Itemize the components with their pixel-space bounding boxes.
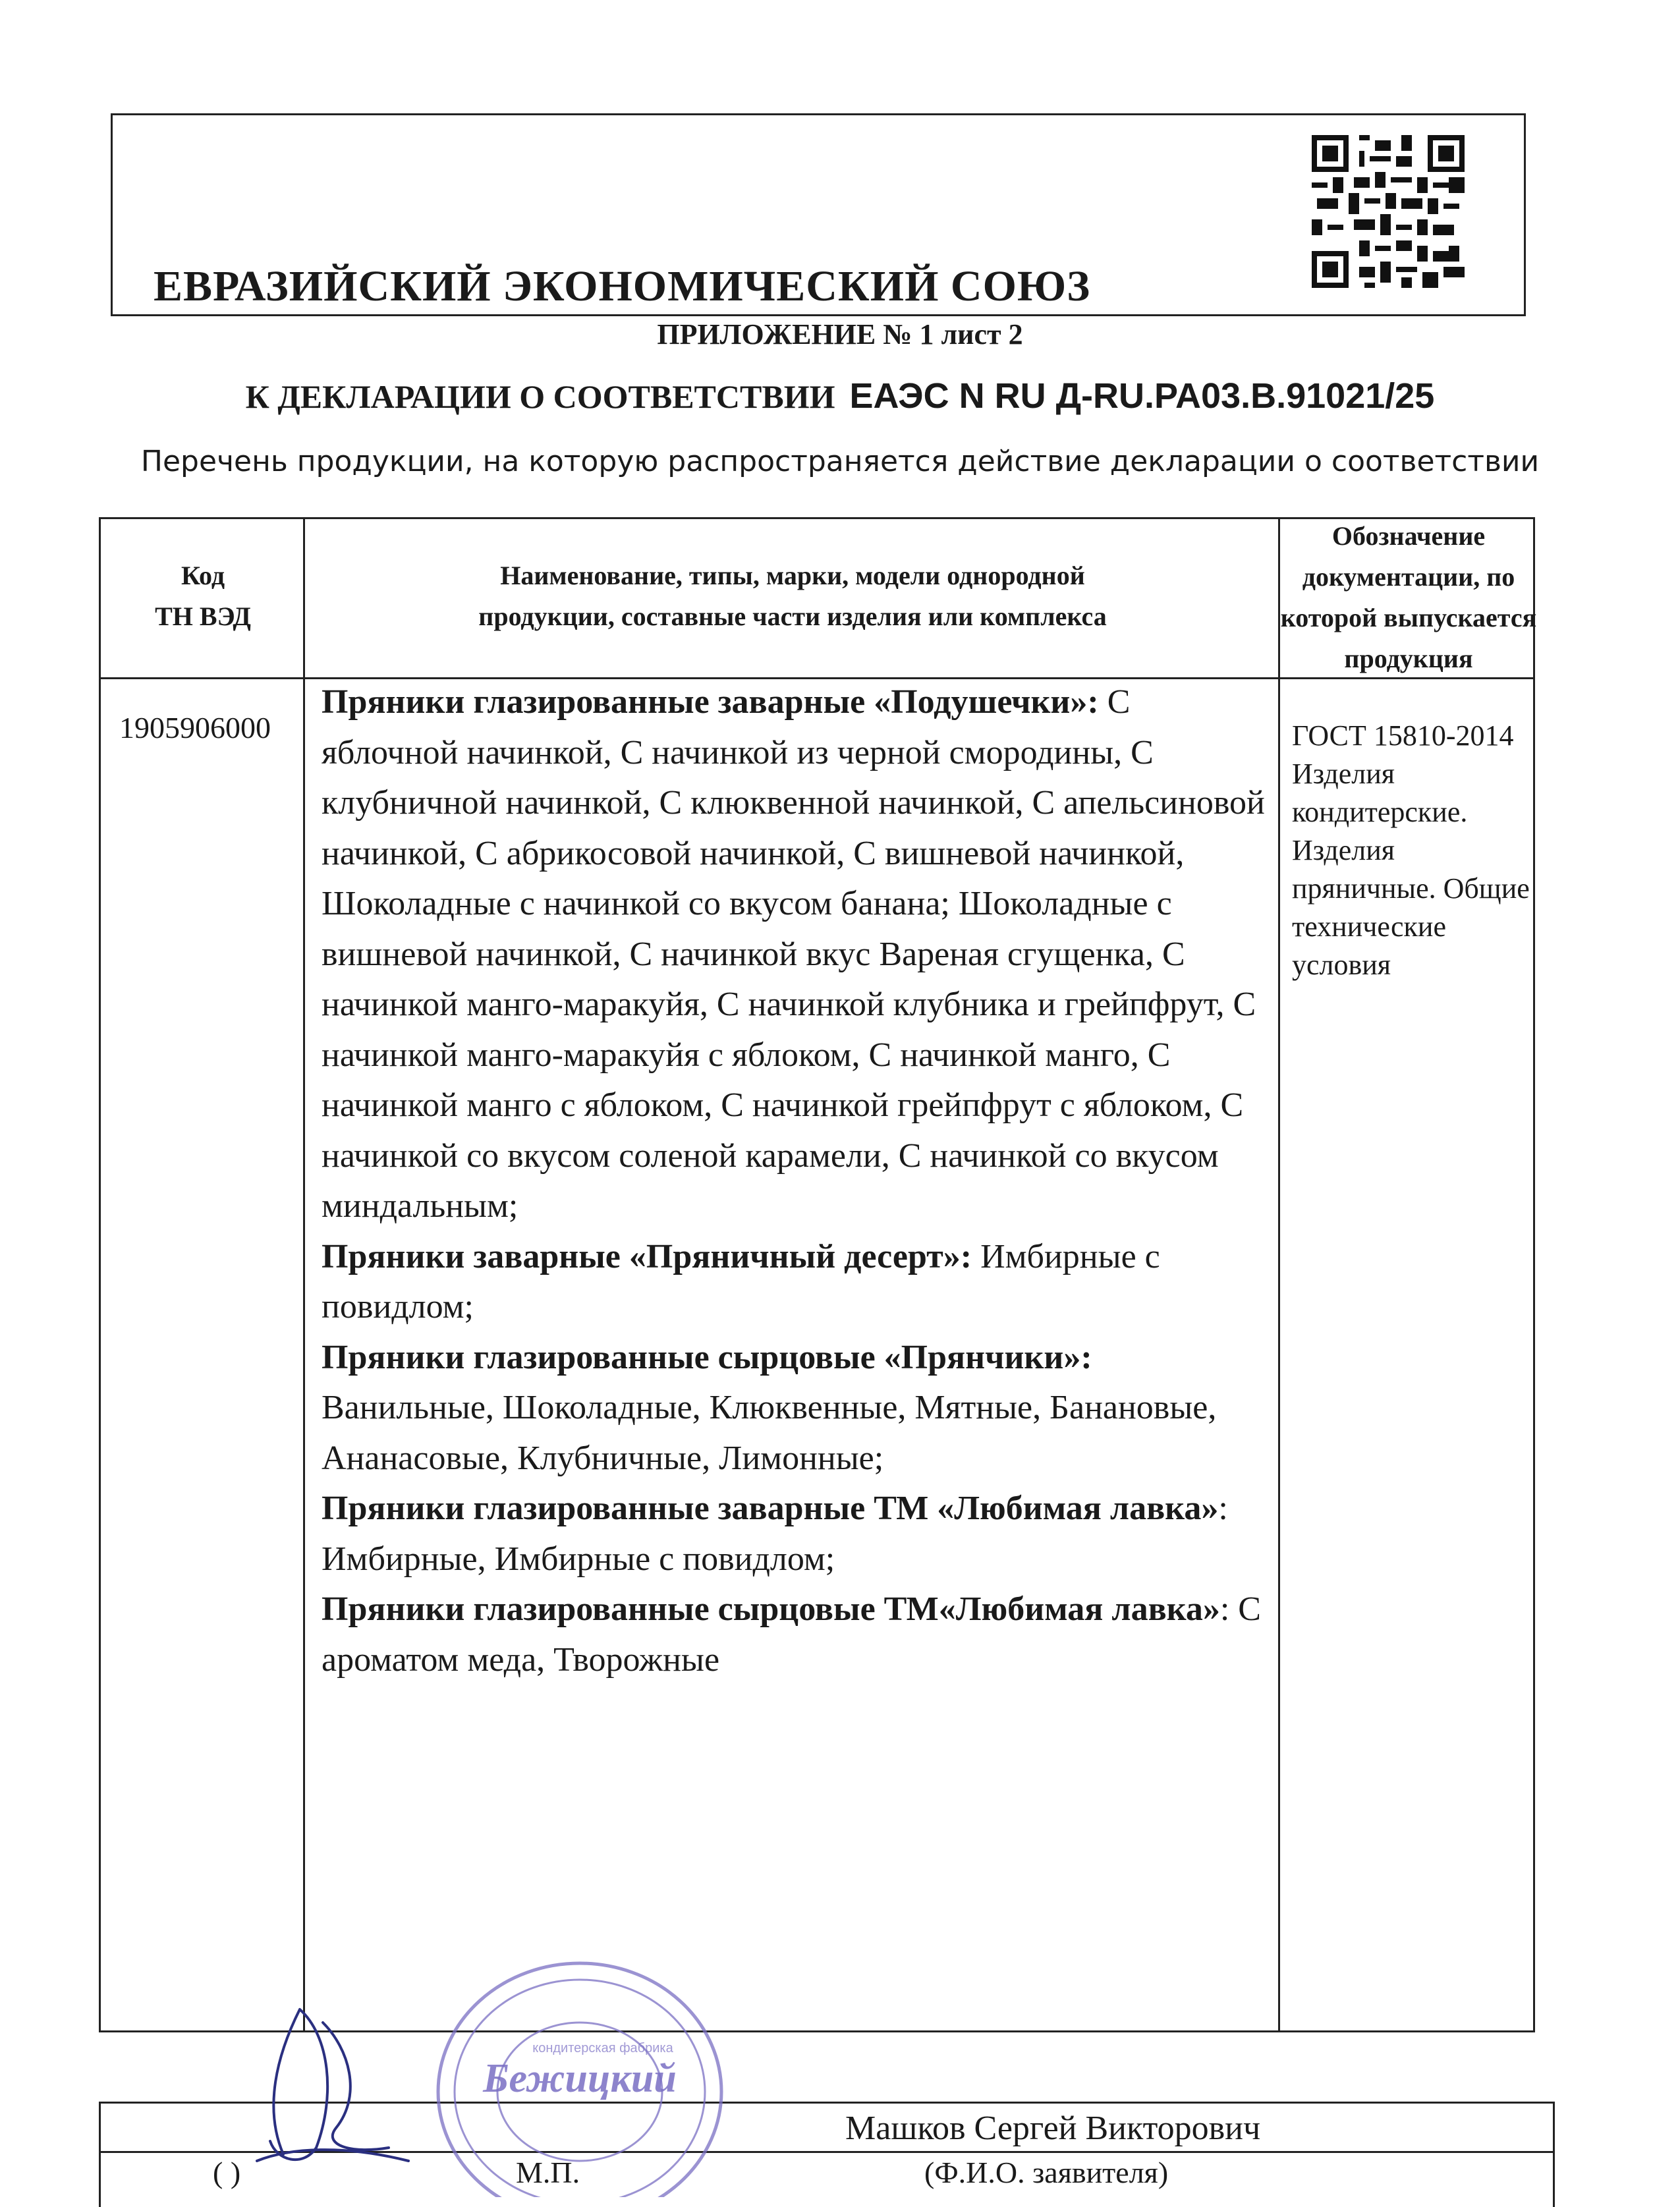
cell-product-names xyxy=(322,677,1270,1685)
handwritten-signature xyxy=(237,1996,422,2174)
mp-label: М.П. xyxy=(516,2156,580,2189)
header-code-line: Код xyxy=(181,561,225,590)
header-name xyxy=(305,555,1280,637)
stamp-small-text: кондитерская фабрика xyxy=(532,2041,673,2055)
signature-caption: ( ) xyxy=(213,2156,241,2189)
product-group-items: С яблочной начинкой, С начинкой из черной смородины, С клубничной начинкой, С клюквенной начинкой, С апельсиновой начинкой, С абрикосовой начинкой, С вишневой начинкой, Шоколадные с начинкой со вкусом банана; Шоколадные с вишневой начинкой, С начинкой вкус Вареная сгущенка, С начинкой манго-маракуйя, С начинкой клубника и грейпфрут, С начинкой манго-маракуйя с яблоком, С начинкой манго, С начинкой манго с яблоком, С начинкой грейпфрут с яблоком, С начинкой со вкусом соленой карамели, С начинкой со вкусом миндальным; xyxy=(322,683,1265,1225)
product-group-title: Пряники глазированные заварные «Подушечки»: xyxy=(322,683,1099,721)
header-doc-line: которой выпускается xyxy=(1280,603,1537,632)
cell-code: 1905906000 xyxy=(119,711,271,744)
signer-name: Машков Сергей Викторович xyxy=(845,2109,1261,2147)
appendix-title: ПРИЛОЖЕНИЕ № 1 лист 2 xyxy=(657,318,1023,350)
table-divider xyxy=(303,519,305,2030)
stamp-seal xyxy=(422,1960,738,2197)
product-group-title: Пряники заварные «Пряничный десерт»: xyxy=(322,1237,972,1275)
union-title: ЕВРАЗИЙСКИЙ ЭКОНОМИЧЕСКИЙ СОЮЗ xyxy=(154,262,1091,310)
product-group-items: Ванильные, Шоколадные, Клюквенные, Мятные, Банановые, Ананасовые, Клубничные, Лимонные; xyxy=(322,1389,1217,1477)
product-group-title: Пряники глазированные сырцовые «Прянчики»: xyxy=(322,1338,1092,1376)
list-intro: Перечень продукции, на которую распространяется действие декларации о соответствии xyxy=(140,445,1540,478)
product-table xyxy=(99,517,1535,2032)
product-group-items: : С ароматом меда, Творожные xyxy=(322,1590,1261,1679)
cell-documentation: ГОСТ 15810-2014 Изделия кондитерские. Изделия пряничные. Общие технические условия xyxy=(1292,719,1530,981)
header-box xyxy=(111,113,1526,316)
table-divider xyxy=(1278,519,1280,2030)
header-doc-line: документации, по xyxy=(1302,562,1515,592)
header-doc xyxy=(1280,516,1537,679)
stamp-center-text: Бежицкий xyxy=(483,2056,677,2101)
qr-code-icon xyxy=(1312,135,1465,288)
fio-caption: (Ф.И.О. заявителя) xyxy=(924,2156,1169,2189)
header-doc-line: продукция xyxy=(1344,644,1473,673)
declaration-line xyxy=(0,376,1680,416)
product-group-items: Имбирные с повидлом; xyxy=(322,1237,1160,1326)
header-doc-line: Обозначение xyxy=(1331,521,1486,551)
declaration-prefix: К ДЕКЛАРАЦИИ О СООТВЕТСТВИИ xyxy=(245,378,835,415)
product-group-title: Пряники глазированные заварные ТМ «Любимая лавка» xyxy=(322,1490,1219,1527)
header-code xyxy=(101,555,305,637)
header-code-line: ТН ВЭД xyxy=(155,601,251,631)
header-name-line: продукции, составные части изделия или комплекса xyxy=(478,601,1107,631)
declaration-number: ЕАЭС N RU Д-RU.PA03.B.91021/25 xyxy=(849,376,1435,416)
product-group-items: : Имбирные, Имбирные с повидлом; xyxy=(322,1490,1228,1578)
product-group-title: Пряники глазированные сырцовые ТМ«Любимая лавка» xyxy=(322,1590,1220,1628)
header-name-line: Наименование, типы, марки, модели однородной xyxy=(500,561,1085,590)
